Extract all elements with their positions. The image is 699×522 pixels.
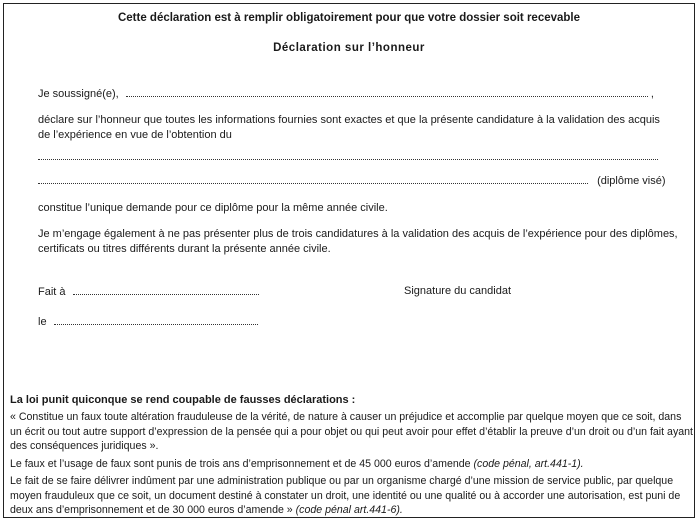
place-label: Fait à [38,286,66,298]
legal-notice-title: La loi punit quiconque se rend coupable de fausses déclarations : [10,394,356,406]
mandatory-notice: Cette déclaration est à remplir obligatoirement pour que votre dossier soit recevable [117,12,581,24]
date-label: le [38,316,47,328]
place-field[interactable] [73,285,259,295]
signature-label: Signature du candidat [404,285,512,297]
date-field[interactable] [54,315,258,325]
date-row [38,315,258,328]
page-title: Déclaration sur l’honneur [273,42,425,54]
diploma-row-2 [38,174,666,187]
legal-paragraph-2 [10,457,693,472]
legal-paragraph-3-citation: (code pénal art.441-6). [295,504,403,516]
name-field[interactable] [126,87,648,97]
declaration-form [3,3,695,518]
unique-request-text: constitue l’unique demande pour ce diplôme pour la même année civile. [38,202,388,214]
undersigned-label: Je soussigné(e), [38,88,119,100]
diploma-row-1 [38,150,658,163]
diploma-suffix: (diplôme visé) [597,175,666,187]
commitment-text: Je m’engage également à ne pas présenter plus de trois candidatures à la validation des acquis de l’expérience pour des diplômes, certificats ou titres différents durant la présente année civile. [38,228,678,255]
legal-notice [10,393,693,518]
diploma-field-2[interactable] [38,174,588,184]
legal-paragraph-3 [10,474,693,518]
legal-paragraph-2-citation: (code pénal, art.441-1). [473,457,584,470]
legal-paragraph-2-text: Le faux et l’usage de faux sont punis de trois ans d’emprisonnement et de 45 000 euros d’amende [10,457,471,470]
legal-paragraph-1: « Constitue un faux toute altération frauduleuse de la vérité, de nature à causer un préjudice et accomplie par quelque moyen que ce soit, dans un écrit ou tout autre support d’expression de la pensée qui a pour objet ou qui peut avoir pour effet d’établir la preuve d’un droit ou d’un fait ayant des conséquences juridiques ». [10,411,693,452]
declaration-text: déclare sur l’honneur que toutes les informations fournies sont exactes et que la présente candidature à la validation des acquis de l’expérience en vue de l’obtention du [38,114,660,141]
place-row [38,285,259,298]
undersigned-row: Je soussigné(e), , [38,88,654,100]
legal-paragraph-3-text: Le fait de se faire délivrer indûment par une administration publique ou par un organisme chargé d’une mission de service public, par quelque moyen frauduleux que ce soit, un document destiné à constater un droit, une identité ou une qualité ou à accorder une autorisation, est puni de deux ans d’emprisonnement et de 30 000 euros d’amende » [10,475,681,516]
diploma-field-1[interactable] [38,150,658,160]
